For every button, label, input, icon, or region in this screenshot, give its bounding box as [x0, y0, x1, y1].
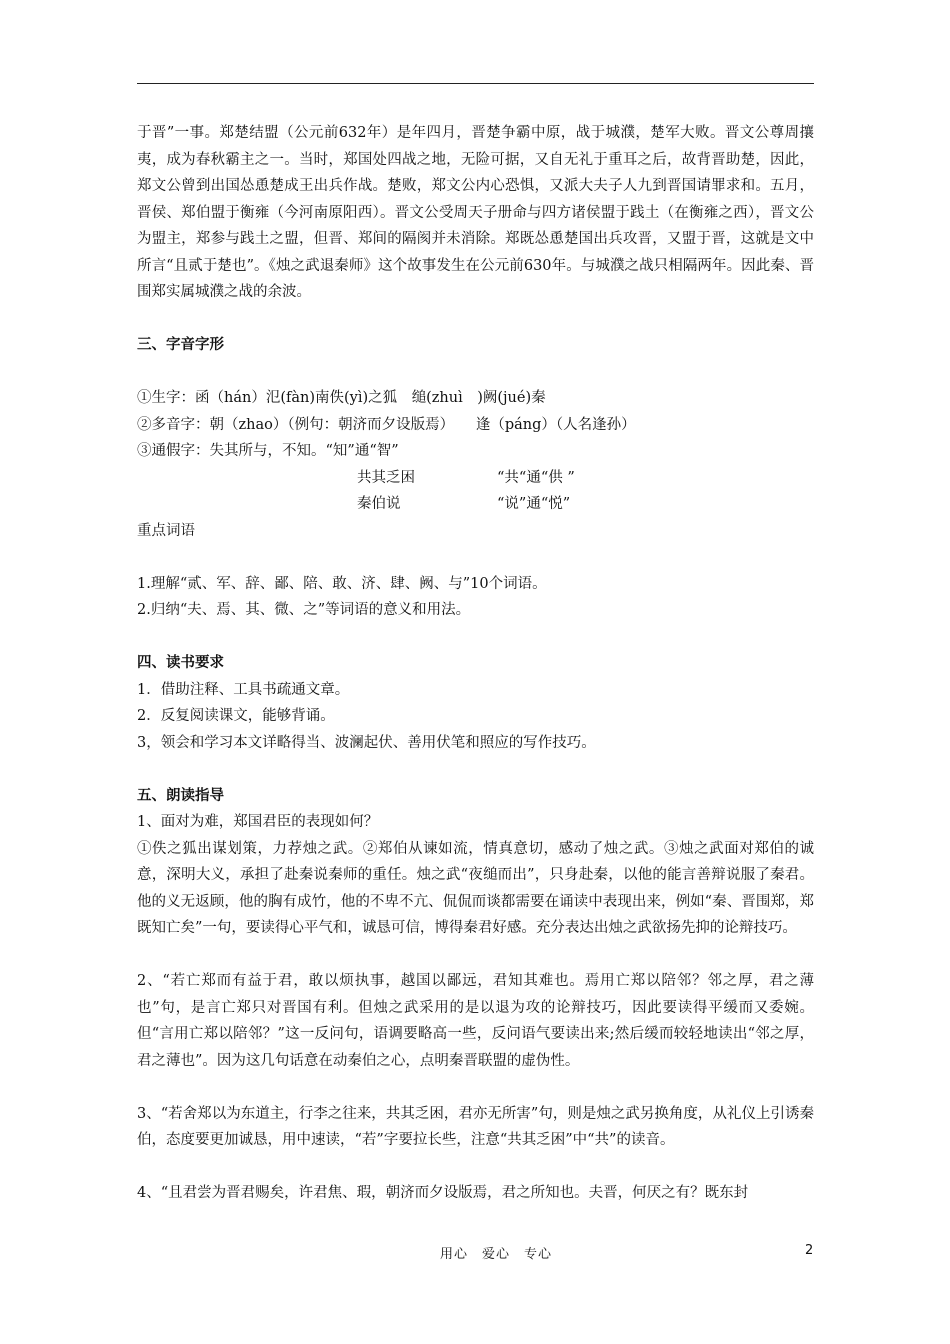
indent-spacer: [137, 491, 357, 518]
spacer: [137, 1074, 814, 1101]
loan-char-row: [137, 491, 814, 518]
polyphone-line: ②多音字：朝（zhao）（例句：朝济而夕设版焉） 逢（páng）（人名逢孙）: [137, 416, 636, 433]
guidance-paragraph: 4、“且君尝为晋君赐矣，许君焦、瑕，朝济而夕设版焉，君之所知也。夫晋，何厌之有？既东封: [137, 1185, 749, 1201]
footer-slogan: 用心 爱心 专心: [440, 1247, 553, 1262]
reading-requirement-item: 3，领会和学习本文详略得当、波澜起伏、善用伏笔和照应的写作技巧。: [137, 734, 596, 751]
page-content: [137, 120, 814, 1207]
page-number: 2: [805, 1243, 814, 1258]
spacer: [137, 942, 814, 969]
header-rule: [137, 83, 814, 84]
loan-note: “说”通“悦”: [497, 496, 571, 512]
guidance-paragraph: 3、“若舍郑以为东道主，行李之往来，共其乏困，君亦无所害”句，则是烛之武另换角度，从礼仪上引诱秦伯，态度要更加诚恳，用中速读，“若”字要拉长些，注意“共其乏困”中“共”的读音。: [137, 1105, 814, 1148]
key-words-item: 1.理解“贰、军、辞、鄙、陪、敢、济、肆、阙、与”10个词语。: [137, 575, 547, 592]
spacer: [137, 624, 814, 651]
loan-char-row: [137, 465, 814, 492]
guidance-paragraph: 2、“若亡郑而有益于君，敢以烦执事，越国以鄙远，君知其难也。焉用亡郑以陪邻？邻之厚，君之薄也”句，是言亡郑只对晋国有利。但烛之武采用的是以退为攻的论辩技巧，因此要读得平缓而又委婉。但“言用亡郑以陪邻？”这一反问句，语调要略高一些，反问语气要读出来;然后缓而较轻地读出“邻之厚，君之薄也”。因为这几句话意在动秦伯之心，点明秦晋联盟的虚伪性。: [137, 973, 814, 1069]
question-line: 1、面对为难，郑国君臣的表现如何？: [137, 814, 379, 830]
section4-heading: 四、读书要求: [137, 654, 224, 671]
spacer: [137, 1154, 814, 1181]
loan-note: “共“通“供 ”: [497, 469, 575, 486]
pronunciation-line: ①生字：函（hán）氾(fàn)南佚(yì)之狐 缒(zhuì )阙(jué)秦: [137, 390, 546, 406]
loan-phrase: 秦伯说: [357, 496, 401, 512]
key-words-label: 重点词语: [137, 522, 195, 539]
key-words-item: 2.归纳“夫、焉、其、微、之”等词语的意义和用法。: [137, 602, 471, 618]
indent-spacer: [137, 465, 357, 492]
spacer: [137, 544, 814, 571]
section5-heading: 五、朗读指导: [137, 786, 224, 804]
spacer: [137, 756, 814, 783]
intro-paragraph: 于晋”一事。郑楚结盟（公元前632年）是年四月，晋楚争霸中原，战于城濮，楚军大败。晋文公尊周攘夷，成为春秋霸主之一。当时，郑国处四战之地，无险可据，又自无礼于重耳之后，故背晋助楚，因此，郑文公曾到出国怂恿楚成王出兵作战。楚败，郑文公内心恐惧，又派大夫子人九到晋国请罪求和。五月，晋侯、郑伯盟于衡雍（今河南原阳西）。晋文公受周天子册命与四方诸侯盟于践土（在衡雍之西），晋文公为盟主，郑参与践土之盟，但晋、郑间的隔阂并未消除。郑既怂恿楚国出兵攻晋，又盟于晋，这就是文中所言“且贰于楚也”。《烛之武退秦师》这个故事发生在公元前630年。与城濮之战只相隔两年。因此秦、晋围郑实属城濮之战的余波。: [137, 125, 814, 300]
loan-phrase: 共其乏困: [357, 469, 415, 486]
spacer: [137, 359, 814, 386]
loan-char-line: ③通假字：失其所与，不知。“知”通“智”: [137, 443, 399, 459]
section3-heading: 三、字音字形: [137, 336, 224, 353]
reading-requirement-item: 2．反复阅读课文，能够背诵。: [137, 708, 335, 724]
reading-requirement-item: 1．借助注释、工具书疏通文章。: [137, 681, 350, 698]
guidance-paragraph: ①佚之狐出谋划策，力荐烛之武。②郑伯从谏如流，情真意切，感动了烛之武。③烛之武面对郑伯的诚意，深明大义，承担了赴秦说秦师的重任。烛之武“夜缒而出”，只身赴秦，以他的能言善辩说服了秦君。他的义无返顾，他的胸有成竹，他的不卑不亢、侃侃而谈都需要在诵读中表现出来，例如“秦、晋围郑，郑既知亡矣”一句，要读得心平气和，诚恳可信，博得秦君好感。充分表达出烛之武欲扬先抑的论辩技巧。: [137, 840, 814, 936]
spacer: [137, 306, 814, 333]
